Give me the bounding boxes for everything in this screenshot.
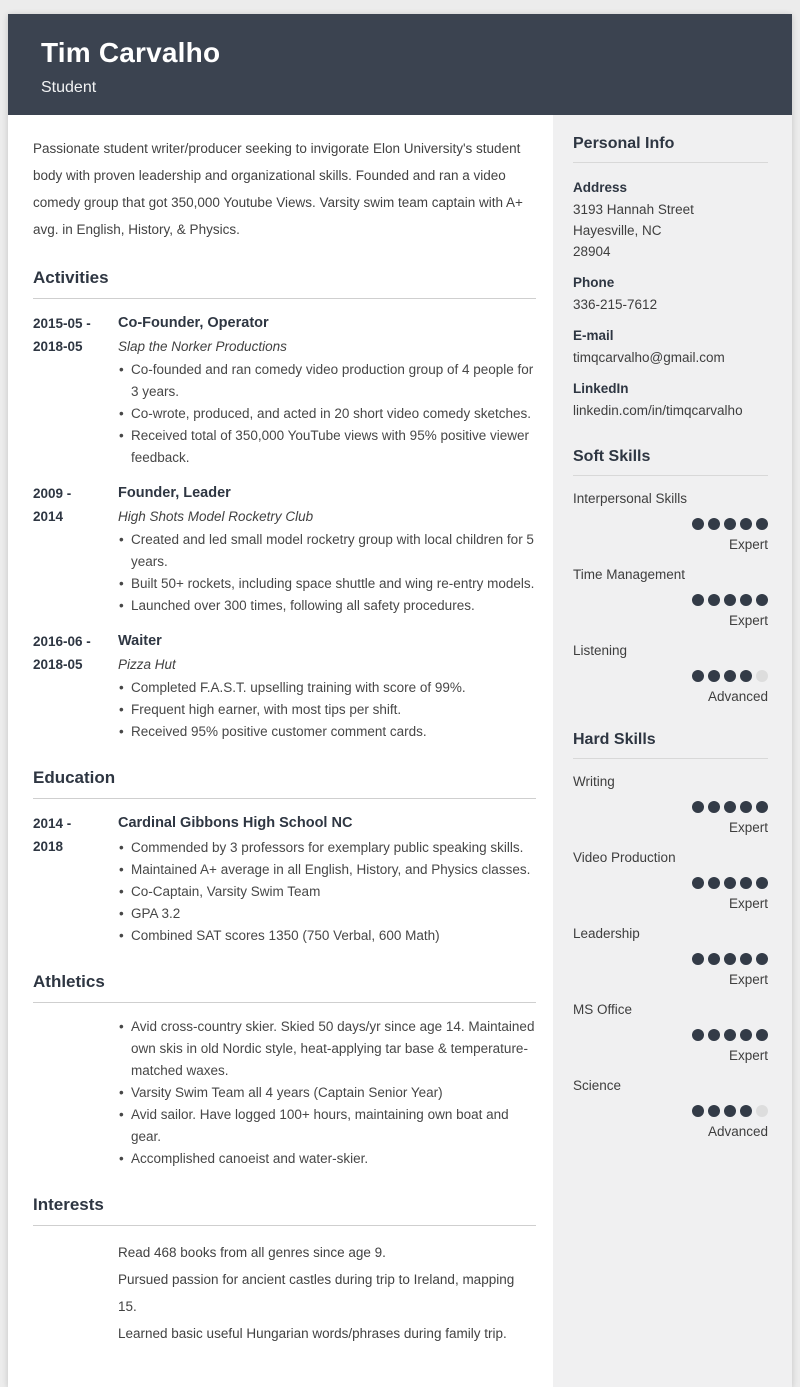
summary-paragraph: Passionate student writer/producer seeking to invigorate Elon University's student body with proven leadership and organizational skills. Founded and ran a video comedy group that got 350,000 Youtube Views. Varsity swim team captain with A+ avg. in English, History, & Physics.	[33, 141, 523, 237]
bullet-item: • Co-wrote, produced, and acted in 20 short video comedy sketches.	[118, 403, 536, 425]
section-heading-activities: Activities	[33, 268, 536, 299]
skill-rating-dots	[573, 518, 768, 530]
rating-dot	[740, 1029, 752, 1041]
skill-name: Time Management	[573, 567, 686, 582]
rating-dot	[756, 1105, 768, 1117]
skill-item	[573, 924, 768, 987]
bullet-item: • Varsity Swim Team all 4 years (Captain Senior Year)	[118, 1082, 536, 1104]
bullet-item: • Launched over 300 times, following all safety procedures.	[118, 595, 536, 617]
rating-dot	[692, 594, 704, 606]
rating-dot	[692, 670, 704, 682]
field-value: 336-215-7612	[573, 297, 658, 312]
skill-item	[573, 848, 768, 911]
skill-item	[573, 489, 768, 552]
skill-level-label: Advanced	[707, 1124, 768, 1139]
field-label: LinkedIn	[573, 381, 629, 396]
entry-dates	[33, 312, 118, 469]
skill-item	[573, 1000, 768, 1063]
rating-dot	[708, 877, 720, 889]
rating-dot	[708, 1029, 720, 1041]
entry-organization: High Shots Model Rocketry Club	[118, 509, 314, 524]
rating-dot	[724, 1105, 736, 1117]
skill-name: Science	[573, 1078, 622, 1093]
interest-line: Read 468 books from all genres since age 9.	[118, 1245, 386, 1260]
entry-dates	[33, 482, 118, 617]
entry-bullet-list	[118, 359, 536, 469]
rating-dot	[724, 953, 736, 965]
skill-rating-dots	[573, 953, 768, 965]
bullet-item: • Built 50+ rockets, including space shuttle and wing re-entry models.	[118, 573, 536, 595]
entry-title: Waiter	[118, 633, 162, 649]
section-activities	[33, 268, 536, 743]
entry-bullet-list	[118, 837, 536, 947]
bullet-item: • Completed F.A.S.T. upselling training with score of 99%.	[118, 677, 536, 699]
rating-dot	[756, 518, 768, 530]
rating-dot	[724, 670, 736, 682]
skill-name: MS Office	[573, 1002, 633, 1017]
rating-dot	[756, 670, 768, 682]
bullet-item: • GPA 3.2	[118, 903, 536, 925]
bullet-item: • Received 95% positive customer comment cards.	[118, 721, 536, 743]
rating-dot	[756, 877, 768, 889]
entry-dates	[33, 630, 118, 743]
field-value: 28904	[573, 244, 611, 259]
section-athletics	[33, 972, 536, 1170]
rating-dot	[756, 1029, 768, 1041]
rating-dot	[740, 877, 752, 889]
person-role: Student	[41, 79, 97, 96]
skill-name: Video Production	[573, 850, 676, 865]
skill-name: Leadership	[573, 926, 640, 941]
field-label: Address	[573, 180, 628, 195]
bullet-item: • Accomplished canoeist and water-skier.	[118, 1148, 536, 1170]
entry-bullet-list	[118, 677, 536, 743]
rating-dot	[692, 953, 704, 965]
entry-title: Co-Founder, Operator	[118, 315, 269, 331]
rating-dot	[692, 877, 704, 889]
entry-organization: Pizza Hut	[118, 657, 176, 672]
rating-dot	[740, 801, 752, 813]
bullet-item: • Avid cross-country skier. Skied 50 days/yr since age 14. Maintained own skis in old Nordic style, heat-applying tar base & temperature-matched waxes.	[118, 1016, 536, 1082]
section-interests	[33, 1195, 536, 1347]
bullet-item: • Co-founded and ran comedy video production group of 4 people for 3 years.	[118, 359, 536, 403]
resume-header	[8, 14, 792, 115]
rating-dot	[708, 670, 720, 682]
skill-item	[573, 772, 768, 835]
rating-dot	[708, 801, 720, 813]
skill-rating-dots	[573, 1105, 768, 1117]
entry-bullet-list	[118, 529, 536, 617]
skill-level-label: Expert	[728, 896, 768, 911]
skill-item	[573, 641, 768, 704]
entry-title: Founder, Leader	[118, 485, 231, 501]
personal-info-field-linkedin	[573, 377, 768, 421]
sidebar-heading-personal-info: Personal Info	[573, 135, 768, 163]
rating-dot	[708, 953, 720, 965]
skill-rating-dots	[573, 877, 768, 889]
personal-info-field-email	[573, 324, 768, 368]
skill-name: Listening	[573, 643, 628, 658]
section-heading-interests: Interests	[33, 1195, 536, 1226]
skill-rating-dots	[573, 801, 768, 813]
entry-organization: Slap the Norker Productions	[118, 339, 287, 354]
sidebar-heading-hard-skills: Hard Skills	[573, 731, 768, 759]
bullet-item: • Created and led small model rocketry group with local children for 5 years.	[118, 529, 536, 573]
field-label: Phone	[573, 275, 615, 290]
rating-dot	[692, 518, 704, 530]
skill-rating-dots	[573, 670, 768, 682]
rating-dot	[756, 801, 768, 813]
skill-rating-dots	[573, 1029, 768, 1041]
date-start: 2015-05 -	[33, 316, 91, 331]
interests-lines	[118, 1239, 536, 1347]
section-education	[33, 768, 536, 947]
field-value: timqcarvalho@gmail.com	[573, 350, 725, 365]
rating-dot	[756, 953, 768, 965]
activity-entry	[33, 630, 536, 743]
date-end: 2018	[33, 839, 64, 854]
personal-info-field-address	[573, 176, 768, 262]
date-end: 2014	[33, 509, 64, 524]
rating-dot	[740, 670, 752, 682]
rating-dot	[740, 1105, 752, 1117]
rating-dot	[692, 1105, 704, 1117]
field-value: Hayesville, NC	[573, 223, 662, 238]
rating-dot	[724, 877, 736, 889]
skill-level-label: Advanced	[707, 689, 768, 704]
bullet-item: • Maintained A+ average in all English, History, and Physics classes.	[118, 859, 536, 881]
bullet-item: • Combined SAT scores 1350 (750 Verbal, 600 Math)	[118, 925, 536, 947]
sidebar-personal-info	[573, 135, 768, 421]
interest-line: Learned basic useful Hungarian words/phrases during family trip.	[118, 1326, 507, 1341]
rating-dot	[692, 801, 704, 813]
rating-dot	[724, 594, 736, 606]
education-entry	[33, 812, 536, 947]
sidebar-column	[553, 115, 792, 1387]
activity-entry	[33, 312, 536, 469]
rating-dot	[740, 518, 752, 530]
rating-dot	[724, 801, 736, 813]
field-label: E-mail	[573, 328, 614, 343]
bullet-item: • Avid sailor. Have logged 100+ hours, maintaining own boat and gear.	[118, 1104, 536, 1148]
rating-dot	[708, 518, 720, 530]
rating-dot	[708, 1105, 720, 1117]
date-end: 2018-05	[33, 339, 83, 354]
activity-entry	[33, 482, 536, 617]
date-start: 2016-06 -	[33, 634, 91, 649]
person-name: Tim Carvalho	[41, 37, 221, 68]
bullet-item: • Co-Captain, Varsity Swim Team	[118, 881, 536, 903]
rating-dot	[740, 953, 752, 965]
date-start: 2009 -	[33, 486, 72, 501]
section-heading-education: Education	[33, 768, 536, 799]
sidebar-soft-skills	[573, 448, 768, 704]
skill-level-label: Expert	[728, 613, 768, 628]
rating-dot	[708, 594, 720, 606]
sidebar-hard-skills	[573, 731, 768, 1139]
section-heading-athletics: Athletics	[33, 972, 536, 1003]
date-start: 2014 -	[33, 816, 72, 831]
field-value: 3193 Hannah Street	[573, 202, 694, 217]
skill-level-label: Expert	[728, 537, 768, 552]
rating-dot	[692, 1029, 704, 1041]
rating-dot	[740, 594, 752, 606]
skill-level-label: Expert	[728, 820, 768, 835]
skill-name: Writing	[573, 774, 615, 789]
sidebar-heading-soft-skills: Soft Skills	[573, 448, 768, 476]
date-end: 2018-05	[33, 657, 83, 672]
rating-dot	[724, 518, 736, 530]
skill-level-label: Expert	[728, 972, 768, 987]
bullet-item: • Received total of 350,000 YouTube views with 95% positive viewer feedback.	[118, 425, 536, 469]
athletics-bullet-list	[118, 1016, 536, 1170]
bullet-item: • Commended by 3 professors for exemplary public speaking skills.	[118, 837, 536, 859]
skill-item	[573, 565, 768, 628]
entry-title: Cardinal Gibbons High School NC	[118, 815, 353, 831]
skill-name: Interpersonal Skills	[573, 491, 688, 506]
interest-line: Pursued passion for ancient castles during trip to Ireland, mapping 15.	[118, 1272, 515, 1314]
personal-info-field-phone	[573, 271, 768, 315]
rating-dot	[756, 594, 768, 606]
entry-dates	[33, 812, 118, 947]
rating-dot	[724, 1029, 736, 1041]
resume-page	[8, 14, 792, 1387]
field-value: linkedin.com/in/timqcarvalho	[573, 403, 743, 418]
bullet-item: • Frequent high earner, with most tips per shift.	[118, 699, 536, 721]
main-column	[8, 115, 553, 1387]
skill-level-label: Expert	[728, 1048, 768, 1063]
skill-rating-dots	[573, 594, 768, 606]
